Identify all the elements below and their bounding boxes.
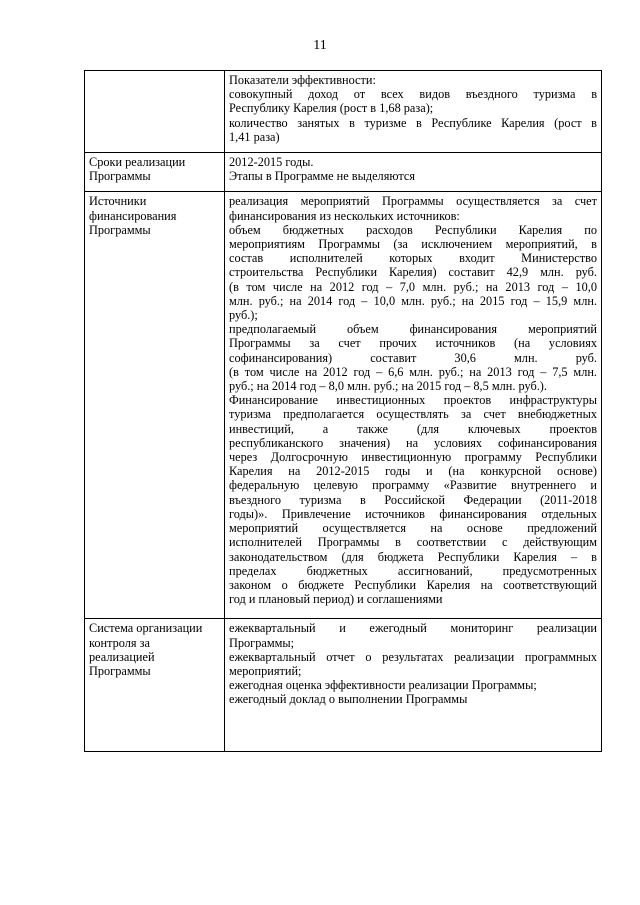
content-line: (в том числе на 2012 год – 7,0 млн. руб.; на 2013 год – 10,0 bbox=[229, 279, 597, 294]
table-row bbox=[85, 71, 602, 153]
content-line: совокупный доход от всех видов въездного туризма в bbox=[229, 87, 597, 102]
content-line: Программы; bbox=[229, 635, 295, 650]
content-line: годы)». Привлечение источников финансирования отдельных bbox=[229, 506, 597, 521]
content-line: законодательством (для бюджета Республики Карелия – в bbox=[229, 549, 597, 564]
content-line: мероприятиям Программы (за исключением мероприятий, в bbox=[229, 237, 597, 252]
content-line: инвестиций, а также (для ключевых проектов bbox=[229, 421, 597, 436]
content-line: состав исполнителей которых входит Министерство bbox=[229, 251, 597, 266]
table-row bbox=[85, 153, 602, 192]
content-line: туризма предполагается осуществлять за счет внебюджетных bbox=[229, 407, 597, 422]
content-line: Программы за счет прочих источников (на условиях bbox=[229, 336, 597, 351]
content-paragraph bbox=[229, 223, 597, 322]
content-line: Карелия на 2012-2015 годы и (на конкурсной основе) bbox=[229, 464, 597, 479]
row-content-cell bbox=[225, 71, 602, 153]
content-line: млн. руб.; на 2014 год – 10,0 млн. руб.; на 2015 год – 15,9 млн. bbox=[229, 293, 597, 308]
content-line: финансирования из нескольких источников: bbox=[229, 208, 460, 223]
content-line: Этапы в Программе не выделяются bbox=[229, 169, 416, 184]
content-line: Республику Карелия (рост в 1,68 раза); bbox=[229, 101, 434, 116]
content-line: (в том числе на 2012 год – 6,6 млн. руб.; на 2013 год – 7,5 млн. bbox=[229, 364, 597, 379]
content-line: мероприятий; bbox=[229, 663, 302, 678]
row-content-cell bbox=[225, 619, 602, 751]
content-line: республиканского значения) на условиях софинансирования bbox=[229, 435, 597, 450]
content-line: год и плановый период) и соглашениями bbox=[229, 592, 443, 607]
content-line: въездного туризма в Российской Федерации (2011-2018 bbox=[229, 492, 597, 507]
content-paragraph bbox=[229, 650, 597, 678]
content-paragraph bbox=[229, 87, 597, 115]
content-line: исполнителей Программы в соответствии с действующим bbox=[229, 535, 597, 550]
label-line: финансирования bbox=[89, 208, 177, 223]
content-line: реализация мероприятий Программы осуществляется за счет bbox=[229, 194, 597, 209]
row-label-cell bbox=[85, 619, 225, 751]
content-paragraph bbox=[229, 194, 597, 222]
content-line: руб.; на 2014 год – 8,0 млн. руб.; на 2015 год – 8,5 млн. руб.). bbox=[229, 379, 547, 394]
content-paragraph bbox=[229, 678, 597, 692]
label-line: Программы bbox=[89, 663, 151, 678]
label-line: Программы bbox=[89, 169, 151, 184]
content-line: количество занятых в туризме в Республике Карелия (рост в bbox=[229, 115, 597, 130]
content-line: ежегодная оценка эффективности реализации Программы; bbox=[229, 678, 537, 693]
content-line: законом о бюджете Республики Карелия на соответствующий bbox=[229, 577, 597, 592]
label-line: Система организации bbox=[89, 621, 203, 636]
label-line: реализацией bbox=[89, 649, 155, 664]
content-line: мероприятий осуществляется на основе предложений bbox=[229, 521, 597, 536]
content-line: строительства Республики Карелия) составит 42,9 млн. руб. bbox=[229, 265, 597, 280]
content-line: через Долгосрочную инвестиционную программу Республики bbox=[229, 450, 597, 465]
table-row bbox=[85, 192, 602, 619]
content-line: предполагаемый объем финансирования мероприятий bbox=[229, 322, 597, 337]
content-paragraph bbox=[229, 73, 597, 87]
label-line: контроля за bbox=[89, 635, 150, 650]
content-line: федеральную целевую программу «Развитие внутреннего и bbox=[229, 478, 597, 493]
row-content-cell bbox=[225, 153, 602, 192]
table-row bbox=[85, 619, 602, 751]
content-line: ежеквартальный и ежегодный мониторинг реализации bbox=[229, 621, 597, 636]
content-paragraph bbox=[229, 322, 597, 393]
content-line: 2012-2015 годы. bbox=[229, 155, 314, 170]
label-line: Программы bbox=[89, 222, 151, 237]
content-line: софинансирования) составит 30,6 млн. руб. bbox=[229, 350, 597, 365]
row-content-cell bbox=[225, 192, 602, 619]
label-line: Сроки реализации bbox=[89, 155, 186, 170]
content-paragraph bbox=[229, 116, 597, 144]
page-number: 11 bbox=[313, 38, 327, 53]
content-line: Показатели эффективности: bbox=[229, 73, 376, 87]
content-paragraph bbox=[229, 155, 597, 169]
content-line: Финансирование инвестиционных проектов инфраструктуры bbox=[229, 393, 597, 408]
content-line: ежегодный доклад о выполнении Программы bbox=[229, 692, 468, 707]
content-line: пределах бюджетных ассигнований, предусмотренных bbox=[229, 563, 597, 578]
content-paragraph bbox=[229, 621, 597, 649]
content-line: 1,41 раза) bbox=[229, 129, 280, 144]
row-label-cell bbox=[85, 71, 225, 153]
content-line: ежеквартальный отчет о результатах реализации программных bbox=[229, 649, 597, 664]
label-line: Источники bbox=[89, 194, 147, 209]
content-paragraph bbox=[229, 393, 597, 606]
content-line: руб.); bbox=[229, 308, 258, 323]
content-paragraph bbox=[229, 692, 597, 706]
row-label-cell bbox=[85, 192, 225, 619]
program-passport-table bbox=[84, 70, 602, 752]
content-line: объем бюджетных расходов Республики Карелия по bbox=[229, 222, 597, 237]
row-label-cell bbox=[85, 153, 225, 192]
content-paragraph bbox=[229, 169, 597, 183]
